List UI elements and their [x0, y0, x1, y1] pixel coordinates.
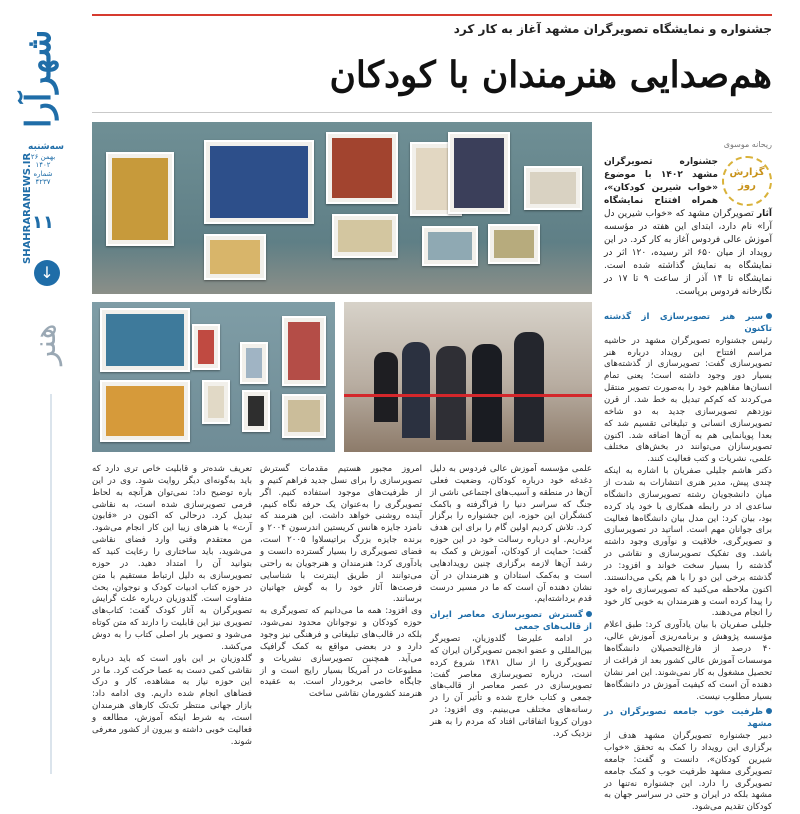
- lead-text: تصویرگران مشهد که «خواب شیرین دل آرا» نام دارد، ابتدای این هفته در مؤسسه آموزش عالی فردوس آغاز به کار کرد. در این رویداد از میان ۶۵۰ اثر رسیده، ۱۲۰ اثر در نمایشگاه به نمایش گذاشته شده است. نمایشگاه تا ۱۴ آذر از ساعت ۹ تا ۱۷ در نگارخانه فردوس برپاست.: [604, 209, 772, 298]
- bullet-icon: [766, 708, 772, 714]
- paragraph: تعریف شده‌تر و قابلیت خاص تری دارد که باید به‌گونه‌ای دیگر روایت شود. وی در این باره توضیح داد: نمی‌توان هرآنچه به لحاظ فرمی تصویرسازی شده است، به نقاشی تبدیل کرد. درحالی که اکنون در «قابون آرت» با هنرهای زیبا این کار انجام می‌شود. من معتقدم وقتی وارد فضای نقاشی می‌شوید، باید ساختاری را رعایت کنید که بتوانید آن را امتداد دهید. در حوزه تصویرسازی به دلیل ارتباط مستقیم با متن در حوزه کتاب ادبیات کودک و نوجوان، بحث متفاوت است. گلدوزیان درباره علت گرایش تصویرگران به آثار کودک گفت: کتاب‌های تصویری نیز این قابلیت را دارند که متن کوتاه می‌شود و تصویر بار اصلی کتاب را به دوش می‌کشد.: [92, 464, 252, 652]
- gallery-photo-main: [92, 122, 592, 294]
- column-middle-left: [260, 464, 422, 768]
- headline: هم‌صدایی هنرمندان با کودکان: [329, 54, 772, 96]
- subhead: ظرفیت خوب جامعه تصویرگران در مشهد: [604, 707, 772, 730]
- weekday: سه‌شنبه: [28, 142, 64, 152]
- subhead: سیر هنر تصویرسازی از گذشته تاکنون: [604, 312, 772, 334]
- issue-number: شماره ۴۲۳۷: [33, 169, 53, 186]
- subhead: گسترش تصویرسازی معاصر ایران از قالب‌های جمعی: [430, 610, 592, 633]
- paragraph: علمی مؤسسه آموزش عالی فردوس به دلیل دغدغه خود درباره کودکان، وضعیت فعلی آن‌ها در منطقه و آسیب‌های اجتماعی ناشی از جنگ که سراسر دنیا را فراگرفته و باکمک کنشگران این حوزه، این جشنواره را برگزار کرد. تلاش کردیم اولین گام را برای این هدف برداریم. او درباره رسالت خود در این حوزه گفت: حمایت از کودکان، آموزش و کمک به رشد آن‌ها لازمه برگزاری چنین رویدادهایی است و به‌کمک استادان و هنرمندان در آن نشان دهنده آن است که ما در مسیر درست قدم برداشته‌ایم.: [430, 464, 592, 605]
- bullet-icon: [586, 611, 592, 617]
- page-number: ۱۱: [32, 212, 54, 233]
- bullet-icon: [766, 313, 772, 319]
- lead-paragraph: [604, 156, 772, 300]
- column-right: [604, 312, 772, 813]
- newspaper-logo: شهرآرا: [19, 29, 59, 129]
- ribbon-cutting-photo: [344, 302, 592, 452]
- paragraph: دکتر هاشم جلیلی صفریان با اشاره به اینکه چندی پیش، مدیر هنری انتشارات به شدت از میان دانشجویان رشته تصویرسازی دانشگاه ساعدی اد در رابطه همکاری با خود یاد کرده بود، بیان کرد: این مدل بیان دانشگاه‌ها فعالیت برای جوانان مهم است. اساتید در تصویرسازی و تصویرگری، خلاقیت و نوآوری وجود داشته باشد. وی تفکیک تصویرسازی و نقاشی در گذشته را بسیار سخت خواند و افزود: در گذشته برخی این دو را با هم یکی می‌دانستند. اکنون ملاحظه می‌کنید که تصویرسازی راه خود را پیدا کرده است و هنرمندان به خوبی کار خود را انجام می‌دهند.: [604, 466, 772, 619]
- kicker: جشنواره و نمایشگاه تصویرگران مشهد آغاز به کار کرد: [453, 22, 772, 36]
- paragraph: وی افزود: همه ما می‌دانیم که تصویرگری به حوزه کودکان و نوجوانان محدود نمی‌شود، بلکه در قالب‌های تبلیغاتی و فرهنگی نیز وجود دارد و در بعضی مواقع به کمک گرافیک می‌آید. همچنین تصویرسازی نشریات و مطبوعات در آمریکا بسیار رایج است و از جایگاه خاصی برخوردار است. به عقیده هنرمند کشورمان نقاشی ساخت: [260, 606, 422, 700]
- issue-date: [28, 142, 64, 186]
- lead-strong: جشنواره تصویرگران مشهد ۱۴۰۲ با موضوع «خواب شیرین کودکان»، همراه افتتاح نمایشگاه آثار: [604, 157, 772, 220]
- column-left: [92, 464, 252, 768]
- top-rule: [92, 14, 772, 16]
- arrow-down-icon[interactable]: ↓: [34, 260, 60, 286]
- column-middle-right: [430, 464, 592, 768]
- paragraph: گلدوزیان بر این باور است که باید درباره نقاشی کمی دست به عصا حرکت کرد. ما در این حوزه نیاز به مشاهده، کار و درک فضاهای انجام شده داریم. وی ادامه داد: بازار جهانی منتظر تک‌تک کارهای هنرمندان است، به شرط اینکه آموزش، مطالعه و فعالیت خوبی داشته و بیرون از کشور معرفی شوند.: [92, 653, 252, 747]
- paragraph: جلیلی صفریان با بیان یادآوری کرد: طبق اعلام مؤسسه پژوهش و برنامه‌ریزی آموزش عالی، ۴۰ درصد از فارغ‌التحصیلان دانشگاه‌ها موسسات آموزش عالی کشور بعد از فراغت از تحصیل مشغول به کار نمی‌شوند. این امر نشان دهنده آن است که کیفیت آموزش در دانشگاه‌ها بسیار مطلوب نیست.: [604, 620, 772, 702]
- report-badge: گزارش روز: [722, 156, 772, 206]
- author-name: ریحانه موسوی: [723, 140, 772, 149]
- header-rule: [92, 112, 772, 113]
- date-line: ۲۶ بهمن ۱۴۰۲: [30, 152, 56, 170]
- section-title: هنر: [28, 323, 63, 365]
- paragraph: امروز مجبور هستیم مقدمات گسترش تصویرسازی را برای نسل جدید فراهم کنیم و از ظرفیت‌های موجود استفاده کنیم. اگر تصویرگری را به‌عنوان یک حرفه نگاه کنیم، آینده روشنی خواهد داشت. این هنرمند که نامزد جایزه هانس کریستین اندرسون ۲۰۰۴ و برنده جایزه بزرگ براتیسلاوا ۲۰۰۵ است، فضای تصویرگری را بسیار گسترده دانست و یادآوری کرد: هنرمندان و هنرجویان به راحتی می‌توانند از طریق اینترنت با شناسایی فرصت‌ها آثار خود را به گوش جهانیان برسانند.: [260, 464, 422, 605]
- paragraph: دبیر جشنواره تصویرگران مشهد هدف از برگزاری این رویداد را کمک به تحقق «خواب شیرین کودکان»، دانست و گفت: جامعه تصویرگری مشهد ظرفیت خوب و کمک جامعه تصویرگری را دارد. این جشنواره نه‌تنها در مشهد بلکه در ایران و حتی در سراسر جهان به کودکان تقدیم می‌شود.: [604, 731, 772, 813]
- gallery-photo-side: [92, 302, 335, 452]
- divider: [50, 394, 52, 774]
- paragraph: رئیس جشنواره تصویرگران مشهد در حاشیه مراسم افتتاح این رویداد درباره هنر تصویرسازی گفت: تصویرسازی از گذشته‌های بسیار دور وجود داشته است؛ یعنی تمام انسان‌ها مفاهیم خود را به‌صورت تصویر منتقل می‌کردند که کم‌کم تبدیل به خط شد. از قرن نوزدهم تصویرسازی جدید به دو شاخه تصویرسازی انسانی و تبلیغاتی تقسیم شد که بعدا پویانمایی هم به آن‌ها اضافه شد. اکنون تصویرسازان می‌توانند در بخش‌های مختلف علمی، نشریات و کتب فعالیت کنند.: [604, 335, 772, 465]
- paragraph: در ادامه علیرضا گلدوزیان، تصویرگر بین‌المللی و عضو انجمن تصویرگران ایران که تصویرگری را از سال ۱۳۸۱ شروع کرده است، درباره تصویرسازی معاصر گفت: تصویرسازی در عصر معاصر از قالب‌های جمعی و کتاب خارج شده و تأثیر آن را در رسانه‌های مختلف می‌بینیم. وی افزود: در دوران کرونا اتفاقاتی افتاد که مردم را به هنر نزدیک کرد.: [430, 634, 592, 739]
- site-url[interactable]: SHAHRARANEWS.IR: [22, 152, 33, 264]
- masthead: [18, 14, 68, 774]
